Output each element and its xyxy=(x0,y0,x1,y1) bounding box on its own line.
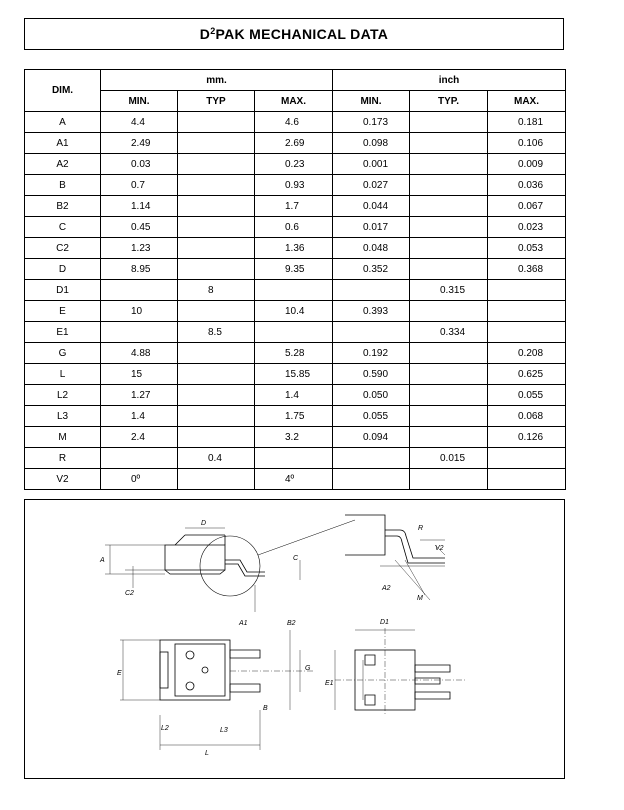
mm-group-header: mm. xyxy=(101,70,333,91)
table-row xyxy=(25,469,566,490)
value-cell: 0.625 xyxy=(488,364,566,385)
value-cell xyxy=(255,280,333,301)
table-row xyxy=(25,259,566,280)
value-cell xyxy=(410,427,488,448)
table-row xyxy=(25,154,566,175)
value-cell: 0.009 xyxy=(488,154,566,175)
value-cell xyxy=(410,238,488,259)
dim-cell: R xyxy=(25,448,101,469)
rear-lead-bottom xyxy=(415,692,450,699)
table-row xyxy=(25,427,566,448)
table-row xyxy=(25,301,566,322)
value-cell: 0.590 xyxy=(333,364,410,385)
value-cell xyxy=(488,280,566,301)
value-cell xyxy=(333,448,410,469)
dim-cell: L xyxy=(25,364,101,385)
value-cell: 8 xyxy=(178,280,255,301)
label-C2: C2 xyxy=(125,590,134,597)
value-cell: 4.6 xyxy=(255,112,333,133)
table-body xyxy=(25,112,566,490)
table-row xyxy=(25,322,566,343)
dim-cell: D xyxy=(25,259,101,280)
label-A2: A2 xyxy=(382,585,391,592)
table-row xyxy=(25,217,566,238)
value-cell xyxy=(178,238,255,259)
value-cell xyxy=(410,364,488,385)
value-cell xyxy=(488,448,566,469)
side-view-body xyxy=(165,545,225,570)
label-M: M xyxy=(417,595,423,602)
value-cell: 1.27 xyxy=(101,385,178,406)
title-prefix: D xyxy=(199,26,211,42)
value-cell: 0.053 xyxy=(488,238,566,259)
value-cell: 0.015 xyxy=(410,448,488,469)
label-L2: L2 xyxy=(161,725,169,732)
value-cell xyxy=(178,112,255,133)
table-row xyxy=(25,406,566,427)
value-cell: 0.45 xyxy=(101,217,178,238)
value-cell: 0.001 xyxy=(333,154,410,175)
value-cell: 0.098 xyxy=(333,133,410,154)
sub-header: MIN. xyxy=(101,91,178,112)
value-cell: 0.048 xyxy=(333,238,410,259)
value-cell xyxy=(178,469,255,490)
value-cell: 15.85 xyxy=(255,364,333,385)
value-cell xyxy=(410,196,488,217)
label-L: L xyxy=(205,750,209,757)
value-cell: 0.044 xyxy=(333,196,410,217)
value-cell: 1.4 xyxy=(255,385,333,406)
value-cell xyxy=(410,133,488,154)
value-cell xyxy=(488,469,566,490)
dim-cell: A1 xyxy=(25,133,101,154)
dim-cell: V2 xyxy=(25,469,101,490)
value-cell: 0.023 xyxy=(488,217,566,238)
value-cell xyxy=(178,196,255,217)
value-cell xyxy=(410,217,488,238)
label-A1: A1 xyxy=(239,620,248,627)
value-cell: 0.036 xyxy=(488,175,566,196)
value-cell: 1.14 xyxy=(101,196,178,217)
label-D1: D1 xyxy=(380,619,389,626)
table-row xyxy=(25,343,566,364)
sub-header: MAX. xyxy=(488,91,566,112)
value-cell xyxy=(178,427,255,448)
value-cell: 9.35 xyxy=(255,259,333,280)
dim-header: DIM. xyxy=(25,70,101,112)
sub-header: MIN. xyxy=(333,91,410,112)
front-view-body xyxy=(160,640,230,700)
sub-header: TYP. xyxy=(410,91,488,112)
value-cell xyxy=(101,280,178,301)
value-cell: 4º xyxy=(255,469,333,490)
value-cell: 0.055 xyxy=(488,385,566,406)
value-cell xyxy=(410,154,488,175)
label-E1: E1 xyxy=(325,680,334,687)
value-cell: 0.055 xyxy=(333,406,410,427)
dim-cell: E1 xyxy=(25,322,101,343)
dim-cell: A2 xyxy=(25,154,101,175)
value-cell: 0.23 xyxy=(255,154,333,175)
value-cell: 0.208 xyxy=(488,343,566,364)
value-cell xyxy=(410,406,488,427)
value-cell: 0.334 xyxy=(410,322,488,343)
inch-group-header: inch xyxy=(333,70,566,91)
value-cell: 0.352 xyxy=(333,259,410,280)
value-cell: 8.5 xyxy=(178,322,255,343)
value-cell: 1.75 xyxy=(255,406,333,427)
value-cell: 0.368 xyxy=(488,259,566,280)
value-cell xyxy=(178,133,255,154)
value-cell: 0.067 xyxy=(488,196,566,217)
value-cell xyxy=(333,280,410,301)
package-outline-drawing xyxy=(25,500,566,780)
side-view-lead xyxy=(225,560,265,572)
value-cell: 10.4 xyxy=(255,301,333,322)
value-cell xyxy=(333,469,410,490)
detail-body xyxy=(345,515,385,555)
label-L3: L3 xyxy=(220,727,228,734)
mechanical-drawing xyxy=(24,499,565,779)
value-cell xyxy=(178,406,255,427)
table-row xyxy=(25,448,566,469)
label-B: B xyxy=(263,705,268,712)
value-cell xyxy=(488,301,566,322)
dim-cell: A xyxy=(25,112,101,133)
value-cell xyxy=(101,322,178,343)
value-cell: 1.7 xyxy=(255,196,333,217)
table-row xyxy=(25,196,566,217)
dim-cell: L2 xyxy=(25,385,101,406)
side-view-chamfer xyxy=(175,535,185,545)
mount-hole xyxy=(186,651,194,659)
rear-lead-mid xyxy=(415,678,440,684)
label-R: R xyxy=(418,525,424,532)
value-cell xyxy=(410,259,488,280)
label-E: E xyxy=(117,670,122,677)
value-cell: 0.192 xyxy=(333,343,410,364)
value-cell: 0.6 xyxy=(255,217,333,238)
table-row xyxy=(25,364,566,385)
mechanical-data-table xyxy=(24,69,566,490)
value-cell: 0.4 xyxy=(178,448,255,469)
label-A: A xyxy=(100,557,105,564)
label-G: G xyxy=(305,665,311,672)
value-cell: 0.017 xyxy=(333,217,410,238)
value-cell: 1.4 xyxy=(101,406,178,427)
value-cell: 0º xyxy=(101,469,178,490)
value-cell: 0.7 xyxy=(101,175,178,196)
value-cell: 0.393 xyxy=(333,301,410,322)
value-cell xyxy=(410,385,488,406)
value-cell: 15 xyxy=(101,364,178,385)
value-cell: 0.181 xyxy=(488,112,566,133)
value-cell xyxy=(333,322,410,343)
value-cell: 2.49 xyxy=(101,133,178,154)
value-cell: 2.4 xyxy=(101,427,178,448)
table-row xyxy=(25,112,566,133)
table-row xyxy=(25,133,566,154)
table-row xyxy=(25,385,566,406)
value-cell xyxy=(255,322,333,343)
value-cell: 1.36 xyxy=(255,238,333,259)
value-cell xyxy=(410,469,488,490)
title-superscript: 2 xyxy=(210,26,216,36)
value-cell xyxy=(410,343,488,364)
value-cell: 0.094 xyxy=(333,427,410,448)
table-row xyxy=(25,238,566,259)
side-view-base xyxy=(165,570,225,574)
value-cell xyxy=(101,448,178,469)
detail-lead xyxy=(385,530,445,558)
value-cell: 0.027 xyxy=(333,175,410,196)
value-cell: 0.050 xyxy=(333,385,410,406)
value-cell: 0.126 xyxy=(488,427,566,448)
value-cell: 5.28 xyxy=(255,343,333,364)
value-cell xyxy=(178,364,255,385)
value-cell xyxy=(178,301,255,322)
value-cell xyxy=(410,112,488,133)
dim-cell: C xyxy=(25,217,101,238)
value-cell: 10 xyxy=(101,301,178,322)
dim-cell: B xyxy=(25,175,101,196)
label-C: C xyxy=(293,555,299,562)
value-cell: 4.88 xyxy=(101,343,178,364)
sub-header: TYP xyxy=(178,91,255,112)
dim-cell: E xyxy=(25,301,101,322)
sub-header: MAX. xyxy=(255,91,333,112)
value-cell xyxy=(178,259,255,280)
value-cell: 0.03 xyxy=(101,154,178,175)
dim-cell: G xyxy=(25,343,101,364)
value-cell xyxy=(255,448,333,469)
dim-cell: L3 xyxy=(25,406,101,427)
value-cell xyxy=(410,301,488,322)
value-cell: 1.23 xyxy=(101,238,178,259)
label-V2: V2 xyxy=(435,545,444,552)
value-cell: 2.69 xyxy=(255,133,333,154)
value-cell xyxy=(178,175,255,196)
front-view-tab xyxy=(175,644,225,696)
value-cell: 0.106 xyxy=(488,133,566,154)
value-cell: 0.315 xyxy=(410,280,488,301)
value-cell: 4.4 xyxy=(101,112,178,133)
value-cell xyxy=(178,343,255,364)
value-cell xyxy=(178,154,255,175)
value-cell xyxy=(178,385,255,406)
label-D: D xyxy=(201,520,207,527)
value-cell: 3.2 xyxy=(255,427,333,448)
label-B2: B2 xyxy=(287,620,296,627)
value-cell: 0.173 xyxy=(333,112,410,133)
title-rest: PAK MECHANICAL DATA xyxy=(215,26,389,42)
page-title xyxy=(24,18,564,50)
dim-cell: B2 xyxy=(25,196,101,217)
rear-lead-top xyxy=(415,665,450,672)
dim-cell: C2 xyxy=(25,238,101,259)
dim-cell: M xyxy=(25,427,101,448)
value-cell: 0.068 xyxy=(488,406,566,427)
table-row xyxy=(25,280,566,301)
value-cell xyxy=(410,175,488,196)
value-cell xyxy=(178,217,255,238)
dim-cell: D1 xyxy=(25,280,101,301)
table-row xyxy=(25,175,566,196)
value-cell: 0.93 xyxy=(255,175,333,196)
value-cell: 8.95 xyxy=(101,259,178,280)
value-cell xyxy=(488,322,566,343)
